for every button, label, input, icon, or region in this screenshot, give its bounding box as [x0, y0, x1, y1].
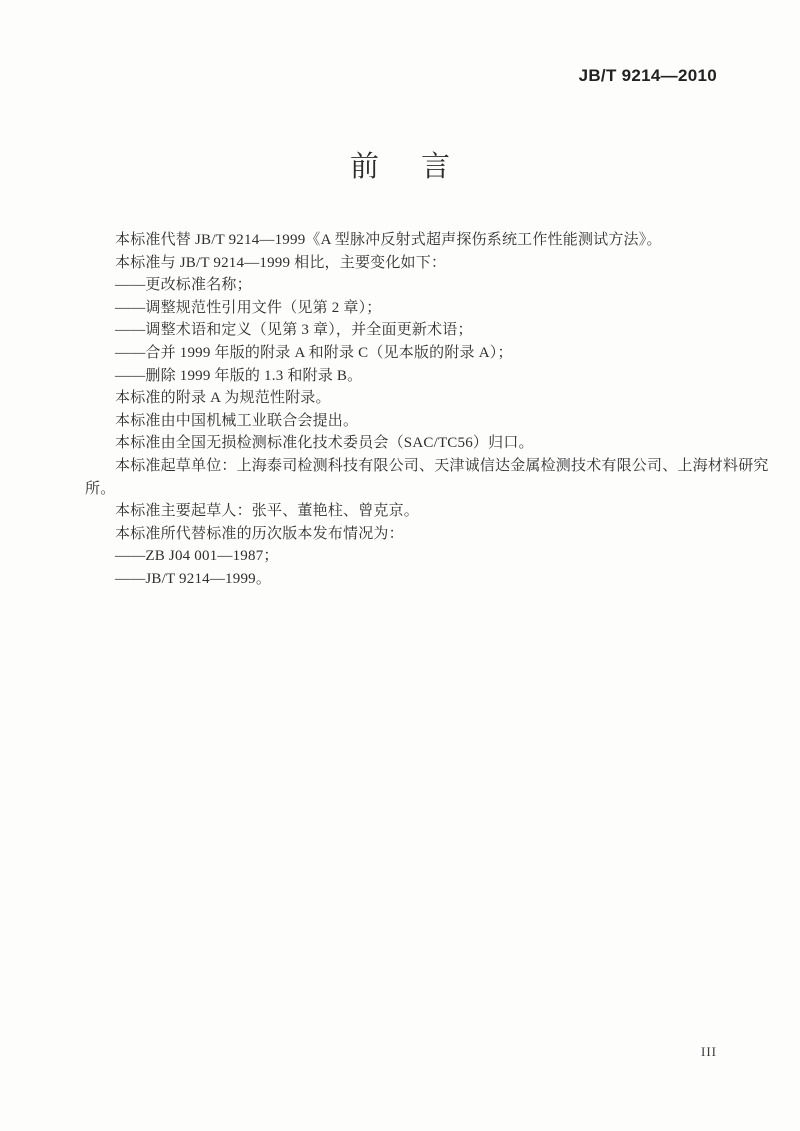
text-line: 本标准所代替标准的历次版本发布情况为： [115, 525, 404, 542]
text-line: ——调整术语和定义（见第 3 章），并全面更新术语； [115, 322, 473, 339]
text-line: 本标准代替 JB/T 9214—1999《A 型脉冲反射式超声探伤系统工作性能测试方法》。 [115, 232, 662, 248]
text-line: ——更改标准名称； [115, 277, 252, 294]
title-character-right: 言 [421, 151, 451, 183]
text-line: 本标准由全国无损检测标准化技术委员会（SAC/TC56）归口。 [115, 435, 534, 452]
text-line: ——JB/T 9214—1999。 [115, 570, 272, 587]
title-character-left: 前 [349, 151, 379, 183]
page-title [0, 150, 800, 185]
text-line: ——合并 1999 年版的附录 A 和附录 C（见本版的附录 A）； [115, 344, 513, 361]
page-number: III [701, 1044, 717, 1059]
text-line: 本标准由中国机械工业联合会提出。 [115, 412, 359, 429]
foreword-body [85, 229, 769, 591]
text-line: 本标准起草单位：上海泰司检测科技有限公司、天津诚信达金属检测技术有限公司、上海材料研究 [115, 457, 769, 474]
text-line: ——ZB J04 001—1987； [115, 548, 279, 565]
text-line: 本标准与 JB/T 9214—1999 相比，主要变化如下： [115, 254, 447, 271]
standard-code-header: JB/T 9214—2010 [578, 66, 717, 85]
text-line: ——删除 1999 年版的 1.3 和附录 B。 [115, 367, 363, 384]
text-line: 本标准的附录 A 为规范性附录。 [115, 390, 331, 407]
text-line: ——调整规范性引用文件（见第 2 章）； [115, 299, 382, 316]
text-line: 所。 [85, 480, 116, 497]
text-line: 本标准主要起草人：张平、董艳柱、曾克京。 [115, 503, 420, 520]
